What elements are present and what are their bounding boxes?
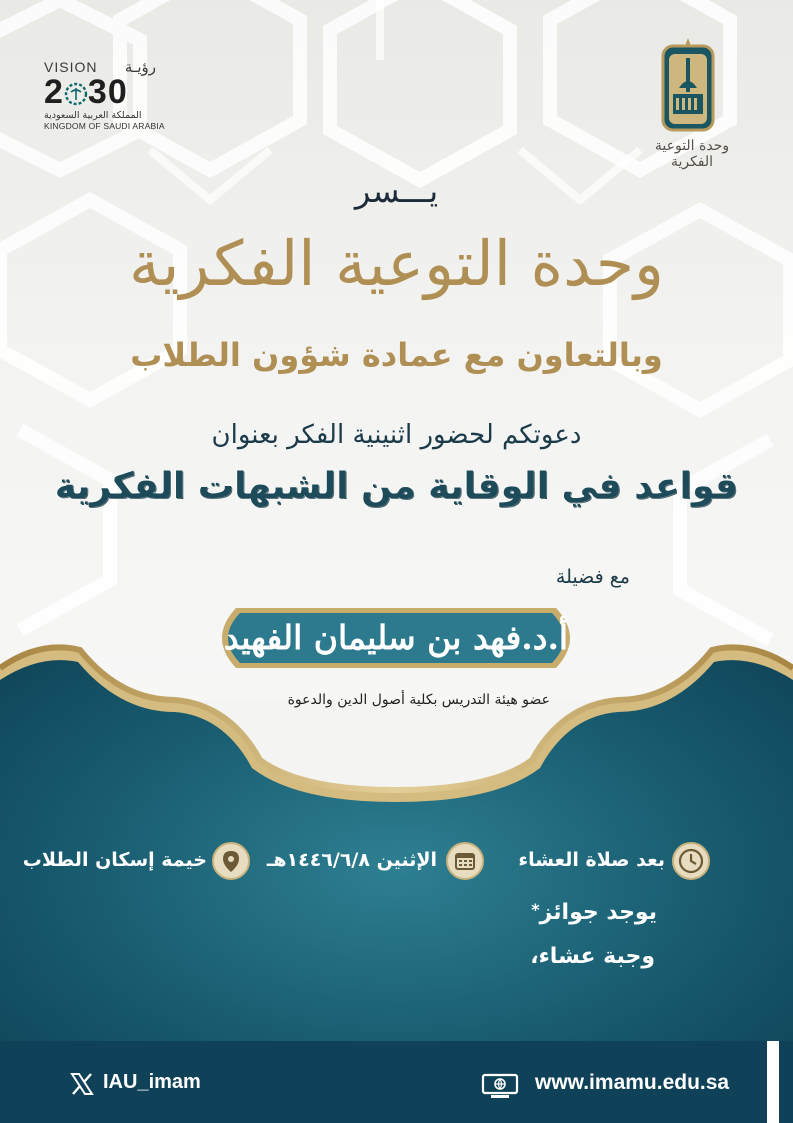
location-text: خيمة إسكان الطلاب — [22, 849, 207, 871]
vision-arabic: رؤيـة — [124, 58, 156, 76]
website-link[interactable]: www.imamu.edu.sa — [535, 1071, 730, 1094]
unit-calligraphy-title: وحدة التوعية الفكرية — [129, 227, 664, 300]
vision-year-right: 30 — [87, 73, 128, 111]
time-text: بعد صلاة العشاء — [518, 849, 665, 871]
vision-2030-logo — [44, 58, 174, 138]
prizes-text: يوجد جوائز — [539, 900, 657, 925]
x-social-icon[interactable] — [70, 1072, 94, 1096]
vision-year-left: 2 — [44, 73, 64, 111]
location-pin-icon — [212, 842, 250, 880]
cooperation-line: وبالتعاون مع عمادة شؤون الطلاب — [130, 336, 663, 374]
university-logo-icon — [655, 36, 721, 132]
dinner-note: ،وجبة عشاء — [530, 944, 655, 969]
vision-word: VISION — [44, 59, 98, 75]
footer-edge-strip — [767, 1041, 779, 1123]
prizes-asterisk: * — [531, 900, 540, 919]
vision-country-en: KINGDOM OF SAUDI ARABIA — [44, 121, 165, 131]
university-unit-caption: وحدة التوعية الفكرية — [654, 138, 730, 170]
invitation-line: دعوتكم لحضور اثنينية الفكر بعنوان — [211, 420, 582, 450]
speaker-name: أ.د.فهد بن سليمان الفهيد — [223, 618, 569, 657]
vision-year — [44, 74, 174, 110]
prizes-note — [531, 900, 657, 925]
clock-icon — [672, 842, 710, 880]
announcement-verb: يـــسر — [354, 172, 439, 210]
palm-emblem-icon — [64, 82, 88, 106]
speaker-position: عضو هيئة التدريس بكلية أصول الدين والدعوة — [287, 692, 550, 708]
social-handle[interactable]: IAU_imam — [103, 1071, 201, 1093]
calendar-icon — [446, 842, 484, 880]
date-text: الإثنين ١٤٤٦/٦/٨هـ — [266, 849, 437, 871]
speaker-intro-label: مع فضيلة — [555, 566, 630, 588]
website-monitor-icon — [481, 1072, 519, 1100]
lecture-title: قواعد في الوقاية من الشبهات الفكرية — [54, 466, 739, 507]
vision-country-ar: المملكة العربية السعودية — [44, 110, 142, 121]
